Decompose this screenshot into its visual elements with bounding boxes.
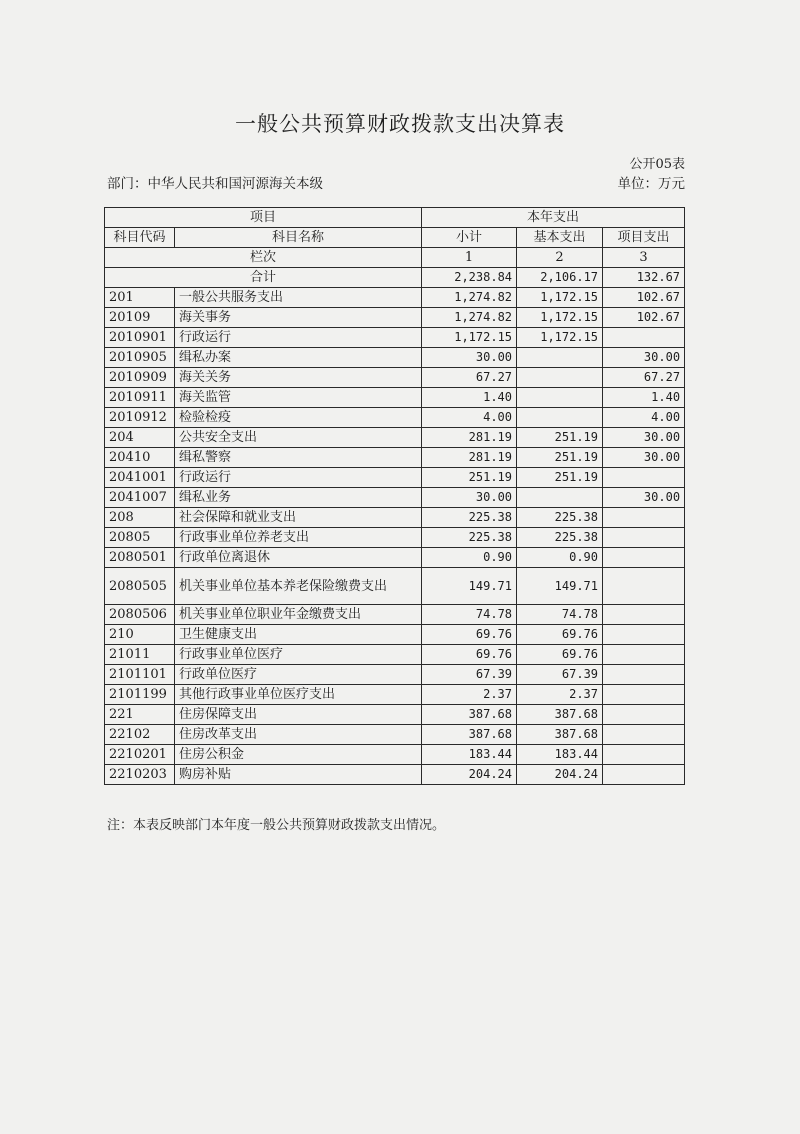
header-current-year: 本年支出 [422,208,685,228]
unit-label: 单位：万元 [617,176,685,192]
row-code: 210 [105,625,175,645]
row-subtotal: 387.68 [422,725,517,745]
row-project [603,548,685,568]
row-project: 67.27 [603,368,685,388]
row-code: 2041001 [105,468,175,488]
table-body [105,288,685,785]
row-project [603,625,685,645]
row-subtotal: 30.00 [422,488,517,508]
row-name: 住房改革支出 [175,725,422,745]
row-name: 行政运行 [175,468,422,488]
row-code: 20109 [105,308,175,328]
total-basic: 2,106.17 [517,268,603,288]
row-basic [517,368,603,388]
row-name: 缉私业务 [175,488,422,508]
row-name: 购房补贴 [175,765,422,785]
row-project: 30.00 [603,448,685,468]
row-code: 2210203 [105,765,175,785]
header-col-1: 1 [422,248,517,268]
form-number: 公开05表 [629,157,685,172]
row-code: 2010905 [105,348,175,368]
table-row [105,348,685,368]
table-row [105,428,685,448]
header-project: 项目 [105,208,422,228]
row-subtotal: 1,274.82 [422,308,517,328]
row-code: 2010912 [105,408,175,428]
table-row [105,448,685,468]
row-basic: 149.71 [517,568,603,605]
row-name: 行政运行 [175,328,422,348]
row-basic: 1,172.15 [517,328,603,348]
header-col-2: 2 [517,248,603,268]
row-name: 检验检疫 [175,408,422,428]
row-name: 公共安全支出 [175,428,422,448]
row-project [603,568,685,605]
row-name: 海关关务 [175,368,422,388]
row-basic: 387.68 [517,705,603,725]
row-project: 1.40 [603,388,685,408]
row-name: 住房保障支出 [175,705,422,725]
table-row [105,288,685,308]
row-subtotal: 69.76 [422,645,517,665]
row-code: 2041007 [105,488,175,508]
row-name: 行政事业单位养老支出 [175,528,422,548]
row-project: 30.00 [603,488,685,508]
row-basic: 225.38 [517,508,603,528]
row-code: 2010909 [105,368,175,388]
footnote: 注：本表反映部门本年度一般公共预算财政拨款支出情况。 [107,818,446,833]
row-code: 201 [105,288,175,308]
table-row [105,745,685,765]
row-subtotal: 2.37 [422,685,517,705]
row-subtotal: 204.24 [422,765,517,785]
row-subtotal: 67.27 [422,368,517,388]
row-basic: 2.37 [517,685,603,705]
row-project: 30.00 [603,428,685,448]
row-basic: 1,172.15 [517,288,603,308]
table-row [105,568,685,605]
row-subtotal: 251.19 [422,468,517,488]
row-basic: 69.76 [517,645,603,665]
row-code: 2080501 [105,548,175,568]
table-row [105,605,685,625]
page-title: 一般公共预算财政拨款支出决算表 [235,112,565,136]
row-code: 204 [105,428,175,448]
row-code: 2080505 [105,568,175,605]
row-basic: 251.19 [517,428,603,448]
header-subtotal: 小计 [422,228,517,248]
row-project [603,468,685,488]
row-project [603,528,685,548]
row-name: 一般公共服务支出 [175,288,422,308]
row-name: 其他行政事业单位医疗支出 [175,685,422,705]
row-subtotal: 4.00 [422,408,517,428]
header-project-exp: 项目支出 [603,228,685,248]
row-basic: 204.24 [517,765,603,785]
total-subtotal: 2,238.84 [422,268,517,288]
row-basic: 183.44 [517,745,603,765]
department-label: 部门：中华人民共和国河源海关本级 [107,176,323,192]
row-basic [517,348,603,368]
row-basic [517,388,603,408]
row-subtotal: 281.19 [422,428,517,448]
row-project [603,725,685,745]
row-subtotal: 225.38 [422,528,517,548]
row-code: 2101199 [105,685,175,705]
row-name: 机关事业单位基本养老保险缴费支出 [175,568,422,605]
row-basic: 251.19 [517,468,603,488]
table-row [105,625,685,645]
expenditure-table [104,207,685,785]
table-row [105,725,685,745]
table-row [105,488,685,508]
row-subtotal: 69.76 [422,625,517,645]
header-basic: 基本支出 [517,228,603,248]
row-subtotal: 183.44 [422,745,517,765]
row-subtotal: 225.38 [422,508,517,528]
row-basic: 1,172.15 [517,308,603,328]
row-project [603,328,685,348]
table-row [105,408,685,428]
row-code: 2010911 [105,388,175,408]
row-subtotal: 74.78 [422,605,517,625]
row-name: 行政单位离退休 [175,548,422,568]
table-row [105,765,685,785]
row-project: 30.00 [603,348,685,368]
row-basic: 0.90 [517,548,603,568]
table-row [105,508,685,528]
row-subtotal: 67.39 [422,665,517,685]
table-row [105,368,685,388]
row-project: 4.00 [603,408,685,428]
row-basic: 225.38 [517,528,603,548]
row-subtotal: 1,274.82 [422,288,517,308]
table-row [105,308,685,328]
row-name: 行政事业单位医疗 [175,645,422,665]
row-code: 20805 [105,528,175,548]
row-code: 20410 [105,448,175,468]
row-subtotal: 0.90 [422,548,517,568]
row-name: 海关事务 [175,308,422,328]
row-subtotal: 1.40 [422,388,517,408]
row-project [603,705,685,725]
row-project: 102.67 [603,288,685,308]
row-basic: 74.78 [517,605,603,625]
row-subtotal: 30.00 [422,348,517,368]
row-subtotal: 281.19 [422,448,517,468]
row-basic: 67.39 [517,665,603,685]
row-project: 102.67 [603,308,685,328]
row-name: 社会保障和就业支出 [175,508,422,528]
table-row [105,388,685,408]
total-label: 合计 [105,268,422,288]
table-row [105,548,685,568]
row-name: 缉私办案 [175,348,422,368]
table-row [105,528,685,548]
row-basic [517,408,603,428]
row-code: 2101101 [105,665,175,685]
row-code: 2010901 [105,328,175,348]
table-row [105,468,685,488]
row-basic: 69.76 [517,625,603,645]
row-project [603,685,685,705]
row-code: 221 [105,705,175,725]
row-code: 21011 [105,645,175,665]
total-project: 132.67 [603,268,685,288]
row-name: 海关监管 [175,388,422,408]
header-code: 科目代码 [105,228,175,248]
header-name: 科目名称 [175,228,422,248]
table-row [105,665,685,685]
row-project [603,745,685,765]
row-basic: 387.68 [517,725,603,745]
row-name: 住房公积金 [175,745,422,765]
table-row [105,705,685,725]
row-code: 2210201 [105,745,175,765]
row-name: 机关事业单位职业年金缴费支出 [175,605,422,625]
row-code: 208 [105,508,175,528]
row-basic: 251.19 [517,448,603,468]
row-project [603,508,685,528]
row-project [603,665,685,685]
table-row [105,685,685,705]
row-code: 22102 [105,725,175,745]
row-project [603,765,685,785]
row-subtotal: 1,172.15 [422,328,517,348]
header-col-3: 3 [603,248,685,268]
header-col-label: 栏次 [105,248,422,268]
row-name: 卫生健康支出 [175,625,422,645]
table-row [105,645,685,665]
row-project [603,605,685,625]
row-name: 行政单位医疗 [175,665,422,685]
row-code: 2080506 [105,605,175,625]
row-basic [517,488,603,508]
table-row [105,328,685,348]
row-project [603,645,685,665]
row-name: 缉私警察 [175,448,422,468]
row-subtotal: 387.68 [422,705,517,725]
row-subtotal: 149.71 [422,568,517,605]
